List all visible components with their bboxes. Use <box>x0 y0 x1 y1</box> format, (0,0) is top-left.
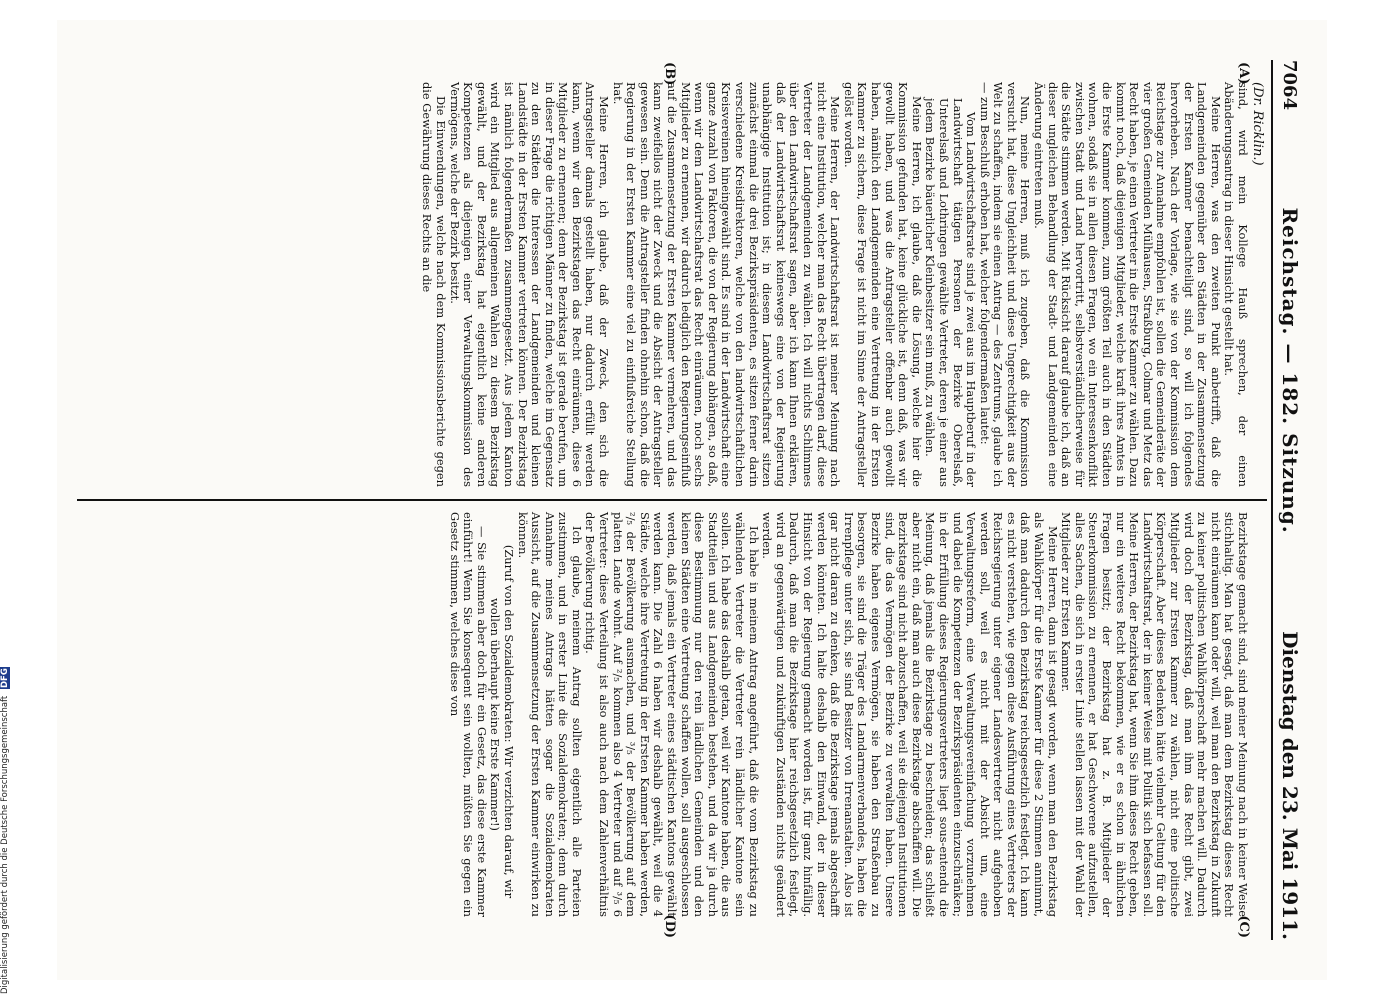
digitization-note <box>0 0 16 1000</box>
paragraph: Meine Herren, der Landwirtschaftsrat ist meiner Meinung nach nicht eine Institution, welcher man das Recht übertragen darf, diese Vertreter der Landgemeinden zu wählen. Ich will nichts Schlimmes über den Landwirtschaftsrat sagen, aber ich kann Ihnen erklären, daß der Landwirtschaftsrat keineswegs eine von der Regierung unabhängige Institution ist; in diesem Landwirtschaftsrat sitzen zunächst einmal die drei Bezirkspräsidenten, es sitzen ferner darin verschiedene Kreisdirektoren, welche von den landwirtschaftlichen Kreisvereinen hineingewählt sind. Es sind in der Landwirtschaft eine ganze Anzahl von Faktoren, die von der Regierung abhängen, so daß, wenn wir dem Landwirtschaftsrat das Recht einräumen, noch sechs Mitglieder zu ernennen, wir dadurch lediglich den Regierungseinfluß auf die Zusammensetzung der Ersten Kammer vermehren, und das kann zweifellos nicht der Zweck und die Absicht der Antragsteller gewesen sein. Denn die Antragsteller finden ohnehin schon, daß die Regierung in der Ersten Kammer eine viel zu einflußreiche Stellung hat. <box>610 82 842 487</box>
margin-marker-b: (B) <box>661 62 677 86</box>
margin-marker-a: (A) <box>1235 62 1251 85</box>
newspaper-page <box>57 20 1327 980</box>
paragraph: Meine Herren, dann ist gesagt worden, wenn man den Bezirkstag als Wahlkörper für die Erste Kammer für diese 2 Stimmen annimmt, daß man dadurch den Bezirkstag reichsgesetzlich festlegt. Ich kann es nicht verstehen, wie gegen diese Ausführung eines Vertreters der Reichsregierung unter eigener Landesvertreter nicht aufgehoben werden soll, weil es nicht mit der Absicht um, eine Verwaltungsreform, eine Verwaltungsvereinfachung vorzunehmen und dabei die Kompetenzen der Bezirkspräsidenten einzuschränken; in der Erfüllung dieses Regierungsvertreters liegt sous-entendu die Meinung, daß jemals die Bezirkstage zu beschneiden; das schließt aber nicht ein, daß man auch diese Bezirkstage abschaffen will. Die Bezirkstage sind nicht abzuschaffen, weil sie diejenigen Institutionen sind, die das Vermögen der Bezirke zu verwalten haben. Unsere Bezirke haben eigenes Vermögen, sie haben den Straßenbau zu besorgen, sie sind die Träger des Landarmenverbandes, haben die Irrenpflege unter sich, sie sind Besitzer von Irrenanstalten. Also ist gar nicht daran zu denken, daß die Bezirkstage jemals abgeschafft werden könnten. Ich halte deshalb den Einwand, der in dieser Hinsicht von der Regierung gemacht worden ist, für ganz hinfällig. Dadurch, daß man die Bezirkstage hier reichsgesetzlich festlegt, wird an gegenwärtigen und zukünftigen Zuständen nichts geändert werden. <box>759 512 1060 917</box>
page-header <box>1275 60 1305 940</box>
page-title: Reichstag. — 182. Sitzung. <box>1277 207 1302 534</box>
paragraph: Meine Herren, was den zweiten Punkt anbetrifft, daß die Landgemeinden gegenüber den Städten in der Zusammensetzung der Ersten Kammer benachteiligt sind, so will ich folgendes hervorheben. Nach der Vorlage, wie sie von der Kommission dem Reichstage zur Annahme empfohlen ist, sollen die Gemeinderäte der vier großen Gemeinden Mülhausen, Straßburg, Colmar und Metz das Recht haben, je einen Vertreter in die Erste Kammer zu wählen. Dazu kommt noch, daß diejenigen Mitglieder, welche kraft ihres Amtes in die Erste Kammer kommen, zum größten Teil auch in den Städten wohnen, sodaß sie in allen diesen Fragen, wo ein Interessenkonflikt zwischen Stadt und Land hervortritt, selbstverständlicherweise für die Städte stimmen werden. Mit Rücksicht darauf glaube ich, daß an dieser ungleichen Behandlung der Stadt- und Landgemeinden eine Änderung eintreten muß. <box>1031 82 1223 487</box>
column-divider <box>77 499 1267 501</box>
right-column <box>77 512 1249 917</box>
paragraph: Ich glaube, meinem Antrag sollten eigentlich alle Parteien zustimmen, und in erster Linie die Sozialdemokraten; denn durch Annahme meines Antrags hätten sogar die Sozialdemokraten Aussicht, auf die Zusammensetzung der Ersten Kammer einwirken zu können. <box>515 512 584 917</box>
margin-marker-c: (C) <box>1235 915 1251 938</box>
paragraph: Meine Herren, ich glaube, daß die Lösung, welche hier die Kommission gefunden hat, keine glückliche ist, denn daß, was wir gewollt haben, und was die Antragsteller offenbar auch gewollt haben, nämlich den Landgemeinden eine Vertretung in der Ersten Kammer zu sichern, diese Frage ist nicht im Sinne der Antragsteller gelöst worden. <box>841 82 924 487</box>
paragraph: Ich habe in meinem Antrag angeführt, daß die vom Bezirkstag zu wählenden Vertreter die Vertreter rein ländlicher Kantone sein sollen. Ich habe das deshalb getan, weil wir Kantone haben, die aus Stadtteilen und aus Landgemeinden bestehen, und da wir ja durch diese Bestimmung nur den rein ländlichen Gemeinden und den kleinen Städten eine Vertretung schaffen wollen, soll ausgeschlossen werden, daß jemals ein Vertreter eines städtischen Kantons gewählt werden kann. Die Zahl 6 haben wir deshalb gewählt, weil die 4 Städte, welche ihre Vertretung in der Ersten Kammer haben werden, ²/₅ der Bevölkerung ausmachen, und ³/₅ der Bevölkerung auf dem platten Lande wohnt. Auf ²/₅ kommen also 4 Vertreter und auf ³/₅ 6 Vertreter: diese Verteilung ist also auch nach dem Zahlenverhältnis der Bevölkerung richtig. <box>583 512 761 917</box>
header-rule <box>1271 60 1273 940</box>
paragraph: Bezirkstage gemacht sind, sind meiner Meinung nach in keiner Weise stichhaltig. Man hat gesagt, daß man dem Bezirkstag dieses Recht nicht einräumen kann oder will, weil man den Bezirkstag in Zukunft zu keiner politischen Wahlkörperschaft mehr machen will. Dadurch wird doch der Bezirkstag, daß man ihm das Recht gibt, zwei Mitglieder zur Ersten Kammer zu wählen, nicht eine politische Körperschaft. Aber dieses Bedenken hätte vielmehr Geltung für den Landwirtschaftsrat, der in keiner Weise mit Politik sich befassen soll. Meine Herren, der Bezirkstag hat, wenn Sie ihm dieses Recht geben, nur ein weiteres Recht bekommen, wie er es schon in ähnlichen Fragen besitzt; der Bezirkstag hat z. B. Mitglieder der Steuerkommission zu ernennen, er hat Geschworene aufzustellen, alles Sachen, die sich in erster Linie stellen lassen mit der Wahl der Mitglieder zur Ersten Kammer. <box>1058 512 1250 917</box>
interjection: (Zuruf von den Sozialdemokraten: Wir verzichten darauf, wir wollen überhaupt keine Erste Kammer!) <box>487 544 516 899</box>
page-number: 7064 <box>1279 60 1300 111</box>
digitization-note-text: Digitalisierung gefördert durch die Deutsche Forschungsgemeinschaft <box>0 695 10 994</box>
paragraph: — Sie stimmen aber doch für ein Gesetz, das diese erste Kammer einführt! Wenn Sie konsequent sein wollten, müßten Sie gegen ein Gesetz stimmen, welches diese von <box>447 512 489 917</box>
paragraph: Meine Herren, ich glaube, daß der Zweck, den sich die Antragsteller damals gestellt haben, nur dadurch erfüllt werden kann, wenn wir den Bezirkstagen das Recht einräumen, diese 6 Mitglieder zu ernennen; denn der Bezirkstag ist gerade berufen, um in dieser Frage die richtigen Männer zu finden, welche im Gegensatz zu den Städten die Interessen der Landgemeinden und kleinen Landstädte in der Ersten Kammer vertreten können. Der Bezirkstag ist nämlich folgendermaßen zusammengesetzt. Aus jedem Kanton wird ein Mitglied aus allgemeinen Wahlen zu diesem Bezirkstag gewählt, und der Bezirkstag hat eigentlich keine anderen Kompetenzen als diejenigen einer Verwaltungskommission des Vermögens, welche der Bezirk besitzt. <box>447 82 611 487</box>
speaker-label: (Dr. Ricklin.) <box>1249 82 1265 166</box>
paragraph: Die Einwendungen, welche nach dem Kommissionsberichte gegen die Gewährung dieses Rechts an die <box>419 82 448 487</box>
margin-marker-d: (D) <box>661 914 677 938</box>
paragraph: Nun, meine Herren, muß ich zugeben, daß die Kommission versucht hat, diese Ungleichheit und diese Ungerechtigkeit aus der Welt zu schaffen, indem sie einen Antrag — des Zentrums, glaube ich — zum Beschluß erhoben hat, welcher folgendermaßen lautet: <box>977 82 1032 487</box>
dfg-logo: DFG <box>0 668 10 689</box>
page-date: Dienstag den 23. Mai 1911. <box>1277 631 1302 940</box>
left-column <box>77 82 1249 487</box>
quoted-resolution: Vom Landwirtschaftsrate sind je zwei aus im Hauptberuf in der Landwirtschaft tätigen Personen der Bezirke Oberelsaß, Unterelsaß und Lothringen gewählte Vertreter, deren je einer aus jedem Bezirke bäuerlicher Kleinbesitzer sein muß, zu wählen. <box>922 98 978 487</box>
paragraph: sind, wird mein Kollege Hauß sprechen, der einen Abänderungsantrag in dieser Hinsicht gestellt hat. <box>1221 82 1250 487</box>
